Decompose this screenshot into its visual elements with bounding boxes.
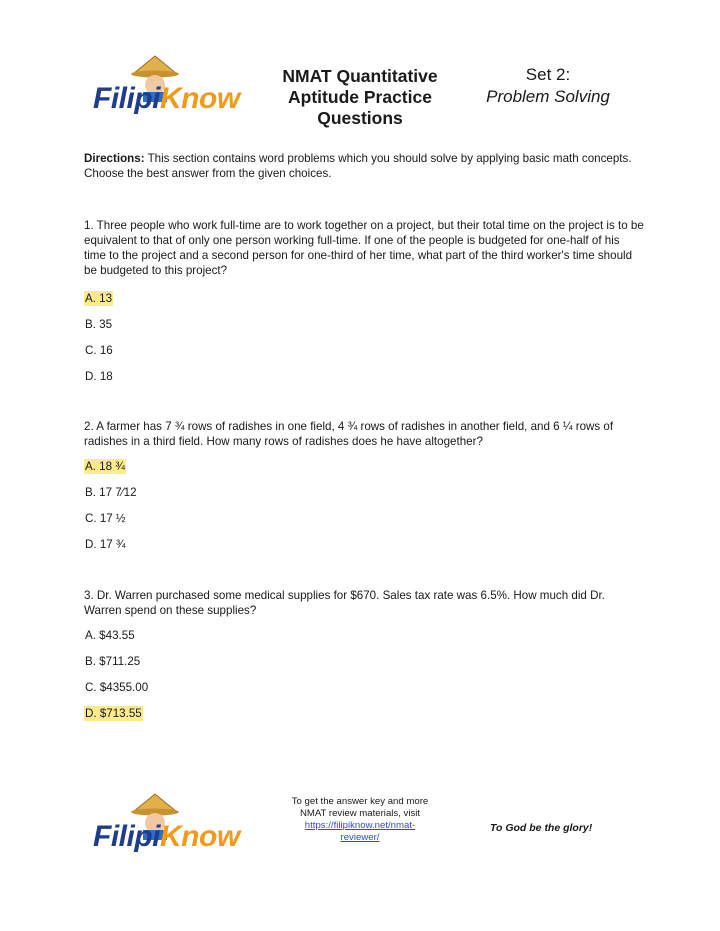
title-line-2: Aptitude Practice xyxy=(288,87,432,107)
question-2-text: 2. A farmer has 7 ¾ rows of radishes in one field, 4 ¾ rows of radishes in another field, and 6 ¼ rows of radishes in a third field. How many rows of radishes does he have altogether? xyxy=(84,420,614,448)
question-3-text: 3. Dr. Warren purchased some medical supplies for $670. Sales tax rate was 6.5%. How much did Dr. Warren spend on these supplies? xyxy=(84,589,605,617)
question-1-option-b: B. 35 xyxy=(85,318,113,331)
set-label: Set 2: xyxy=(525,65,571,84)
review-materials-link[interactable] xyxy=(305,820,415,843)
question-1-option-c: C. 16 xyxy=(85,344,113,357)
question-2-option-a: A. 18 ¾ xyxy=(85,460,125,473)
footer-logo-text-part1: Filipi xyxy=(93,820,160,853)
question-3-option-c: C. $4355.00 xyxy=(85,681,149,694)
glory-text: To God be the glory! xyxy=(490,822,593,834)
footer-note-line-1: To get the answer key and more xyxy=(291,796,429,807)
question-3-option-b: B. $711.25 xyxy=(85,655,141,668)
logo-text-part1: Filipi xyxy=(93,82,160,115)
set-subtitle: Problem Solving xyxy=(486,87,610,106)
link-line-1[interactable]: https://filipiknow.net/nmat- xyxy=(304,820,416,831)
logo-text-part2: Know xyxy=(160,82,240,115)
filipiknow-logo xyxy=(83,52,253,132)
directions-text: This section contains word problems which you should solve by applying basic math concepts. Choose the best answer from the given choices. xyxy=(84,152,632,180)
footer-filipiknow-logo xyxy=(83,790,253,870)
footer-note xyxy=(262,796,458,844)
question-1-option-d: D. 18 xyxy=(85,370,113,383)
question-3-option-d: D. $713.55 xyxy=(85,707,142,720)
question-3-option-a: A. $43.55 xyxy=(85,629,135,642)
directions-label: Directions: xyxy=(84,152,145,165)
title-line-3: Questions xyxy=(317,108,403,128)
question-2-option-b: B. 17 7⁄12 xyxy=(85,486,137,499)
footer-logo-text-part2: Know xyxy=(160,820,240,853)
directions xyxy=(84,151,640,181)
page-title xyxy=(262,66,458,129)
title-line-1: NMAT Quantitative xyxy=(282,66,438,86)
footer-note-line-2: NMAT review materials, visit xyxy=(299,808,421,819)
question-1-text: 1. Three people who work full-time are to work together on a project, but their total time on the project is to be equivalent to that of only one person working full-time. If one of the people is budgeted for one-half of his time to the project and a second person for one-third of her time, what part of the third worker's time should be budgeted to this project? xyxy=(84,219,644,277)
question-2-option-c: C. 17 ½ xyxy=(85,512,126,525)
question-1-option-a: A. 13 xyxy=(85,292,113,305)
set-heading xyxy=(468,64,628,108)
link-line-2[interactable]: reviewer/ xyxy=(340,832,380,843)
question-2-option-d: D. 17 ¾ xyxy=(85,538,126,551)
